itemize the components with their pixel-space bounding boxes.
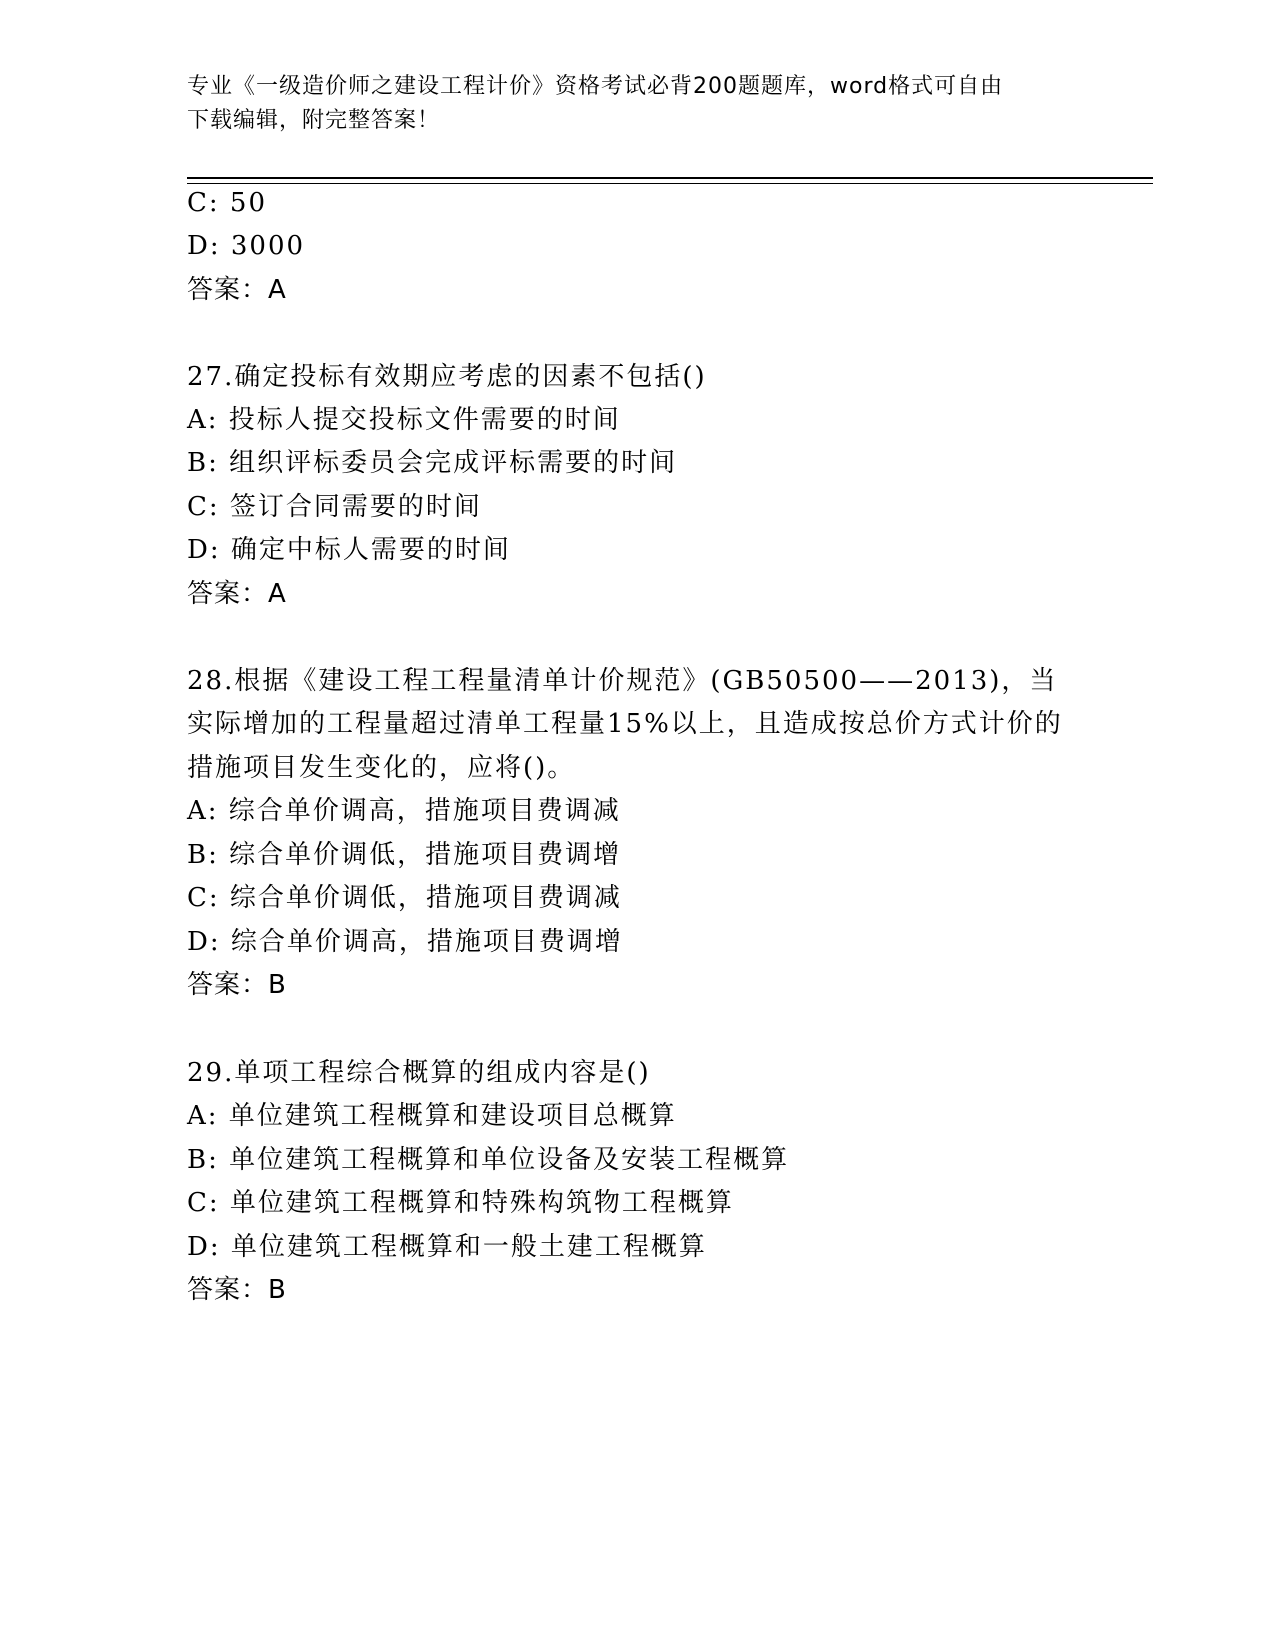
q27-question: 27.确定投标有效期应考虑的因素不包括() [187,362,707,392]
q28-answer: 答案：B [187,970,287,1000]
q28-question-line-1: 28.根据《建设工程工程量清单计价规范》(GB50500——2013)，当 [187,666,1058,696]
q28-question-line-2: 实际增加的工程量超过清单工程量15%以上，且造成按总价方式计价的 [187,709,1063,739]
q28-option-d: D: 综合单价调高，措施项目费调增 [187,927,623,957]
header-divider-thick [187,177,1153,179]
q29-question: 29.单项工程综合概算的组成内容是() [187,1058,651,1088]
q28-option-c: C: 综合单价调低，措施项目费调减 [187,883,622,913]
q27-option-c: C: 签订合同需要的时间 [187,492,482,522]
q28-question-line-3: 措施项目发生变化的，应将()。 [187,753,576,783]
q29-option-d: D: 单位建筑工程概算和一般土建工程概算 [187,1232,707,1262]
page-header [187,70,1087,138]
q29-answer: 答案：B [187,1275,287,1305]
q28-option-b: B: 综合单价调低，措施项目费调增 [187,840,622,870]
header-divider-thin [187,183,1153,184]
q27-option-b: B: 组织评标委员会完成评标需要的时间 [187,448,678,478]
q26-option-c: C: 50 [187,188,268,218]
header-title-line-1: 专业《一级造价师之建设工程计价》资格考试必背200题题库，word格式可自由 [187,74,1004,99]
q29-option-c: C: 单位建筑工程概算和特殊构筑物工程概算 [187,1188,734,1218]
q29-option-a: A: 单位建筑工程概算和建设项目总概算 [187,1101,677,1131]
q26-answer: 答案：A [187,275,287,305]
q27-option-d: D: 确定中标人需要的时间 [187,535,511,565]
q27-answer: 答案：A [187,579,287,609]
header-title-line-2: 下载编辑，附完整答案！ [187,108,441,133]
q28-option-a: A: 综合单价调高，措施项目费调减 [187,796,621,826]
q29-option-b: B: 单位建筑工程概算和单位设备及安装工程概算 [187,1145,790,1175]
q26-option-d: D: 3000 [187,231,306,261]
q27-option-a: A: 投标人提交投标文件需要的时间 [187,405,621,435]
